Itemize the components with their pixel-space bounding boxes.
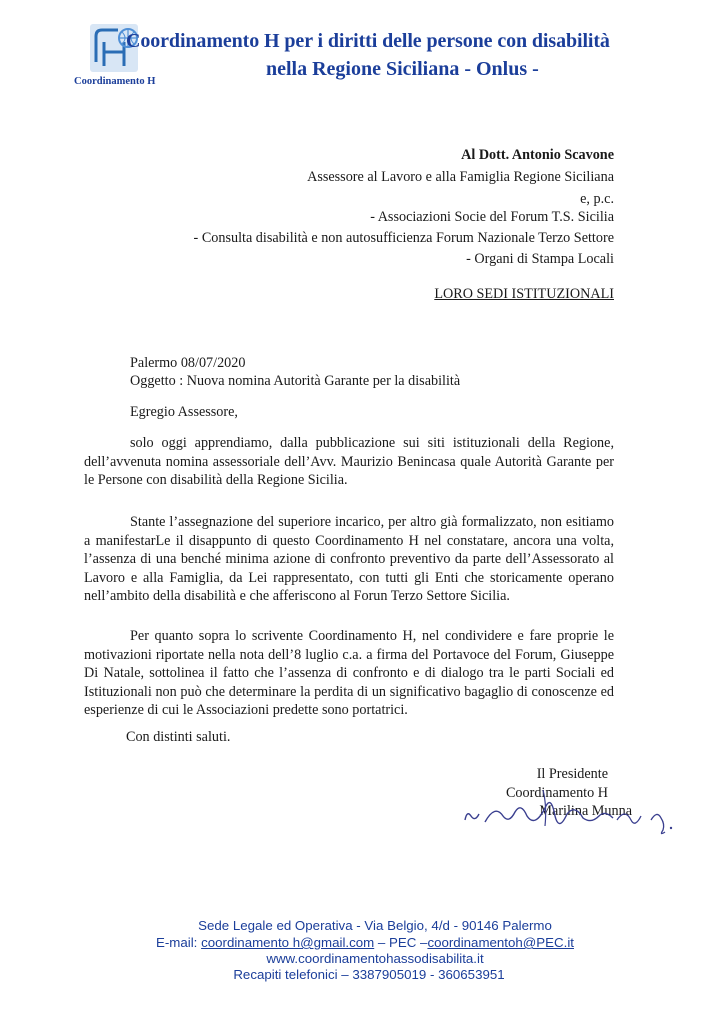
logo-caption: Coordinamento H xyxy=(74,76,156,87)
footer-website[interactable]: www.coordinamentohassodisabilita.it xyxy=(266,951,484,966)
letter-greeting: Egregio Assessore, xyxy=(130,404,238,420)
pec-label: – PEC – xyxy=(374,935,428,950)
letter-date: Palermo 08/07/2020 xyxy=(130,355,246,371)
recipients-sedi: LORO SEDI ISTITUZIONALI xyxy=(434,286,614,302)
organization-title: Coordinamento H per i diritti delle persone con disabilità xyxy=(126,30,610,52)
footer-contacts xyxy=(6,935,718,950)
pec-link[interactable]: coordinamentoh@PEC.it xyxy=(427,935,574,950)
letter-paragraph: Per quanto sopra lo scrivente Coordinamento H, nel condividere e fare proprie le motivazioni riportate nella nota dell’8 luglio c.a. a firma del Portavoce del Forum, Giuseppe Di Natale, sottolinea il fatto che l’assenza di confronto e di dialogo tra le parti Sociali ed Istituzionali non può che determinare la perdita di un significativo bagaglio di conoscenze ed esperienze di cui le Associazioni predette sono portatrici. xyxy=(84,628,614,718)
handwritten-signature-icon xyxy=(455,786,685,842)
recipient-pc: e, p.c. xyxy=(580,191,614,207)
letter-closing: Con distinti saluti. xyxy=(126,729,231,745)
letter-subject: Oggetto : Nuova nomina Autorità Garante per la disabilità xyxy=(130,373,461,389)
recipient-role: Assessore al Lavoro e alla Famiglia Regione Siciliana xyxy=(307,169,614,185)
footer-phones: Recapiti telefonici – 3387905019 - 360653951 xyxy=(233,967,505,982)
footer-address: Sede Legale ed Operativa - Via Belgio, 4/d - 90146 Palermo xyxy=(198,918,552,933)
cc-recipient: - Consulta disabilità e non autosufficienza Forum Nazionale Terzo Settore xyxy=(193,230,614,246)
email-label: E-mail: xyxy=(156,935,202,950)
cc-recipient: - Organi di Stampa Locali xyxy=(466,251,614,267)
signature-name: Marilina Munna xyxy=(539,803,632,819)
letter-paragraph: solo oggi apprendiamo, dalla pubblicazione sui siti istituzionali della Regione, dell’avvenuta nomina assessoriale dell’Avv. Maurizio Benincasa quale Autorità Garante per le Persone con disabilità della Regione Sicilia. xyxy=(84,435,614,488)
email-link[interactable]: coordinamento h@gmail.com xyxy=(201,935,375,950)
letter-paragraph: Stante l’assegnazione del superiore incarico, per altro già formalizzato, non esitiamo a manifestarLe il disappunto di questo Coordinamento H nel constatare, ancora una volta, l’assenza di una benché minima azione di confronto preventivo da parte dell’Assessorato al Lavoro e alla Famiglia, da Lei rappresentato, con tutti gli Enti che storicamente operano nell’ambito della disabilità e che afferiscono al Forun Terzo Settore Sicilia. xyxy=(84,514,614,604)
organization-subtitle: nella Regione Siciliana - Onlus - xyxy=(266,58,539,80)
recipient-name: Al Dott. Antonio Scavone xyxy=(461,147,614,163)
signature-title: Il Presidente xyxy=(536,766,608,782)
signature-organization: Coordinamento H xyxy=(505,785,608,801)
cc-recipient: - Associazioni Socie del Forum T.S. Sicilia xyxy=(370,209,614,225)
